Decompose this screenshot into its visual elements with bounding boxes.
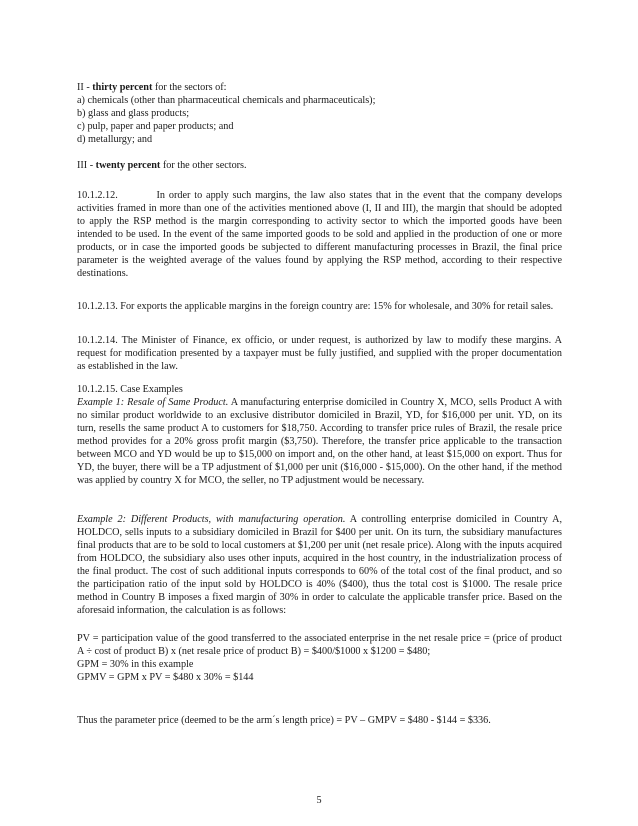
item-ii: II - thirty percent for the sectors of:: [77, 82, 227, 93]
formula-gpm: GPM = 30% in this example: [77, 659, 194, 670]
sectors-list: [77, 81, 562, 146]
section-heading: 10.1.2.15. Case Examples: [77, 384, 183, 395]
formula-pv: PV = participation value of the good transferred to the associated enterprise in the net resale price = (price of product A ÷ cost of product B) x (net resale price of product B) = $400/$1000 x $1200 = $480;: [77, 633, 562, 657]
list-item: a) chemicals (other than pharmaceutical chemicals and pharmaceuticals);: [77, 95, 376, 106]
page-number: 5: [316, 795, 322, 806]
list-item: d) metallurgy; and: [77, 134, 153, 145]
paragraph-10-1-2-14: 10.1.2.14. The Minister of Finance, ex officio, or under request, is authorized by law to modify these margins. A request for modification presented by a taxpayer must be fully justified, and supplied with the proper documentation as established in the law.: [77, 335, 562, 372]
case-examples-section: [77, 383, 562, 487]
item-ii-bold: thirty percent: [92, 82, 153, 93]
conclusion: Thus the parameter price (deemed to be the arm´s length price) = PV – GMPV = $480 - $144 = $336.: [77, 715, 491, 726]
example-2: Example 2: Different Products, with manufacturing operation. A controlling enterprise domiciled in Country A, HOLDCO, sells inputs to a subsidiary domiciled in Brazil for $400 per unit. On its turn, the subsidiary manufactures final products that are to be sold to local customers at $1,200 per unit (net resale price). Along with the inputs acquired from HOLDCO, the subsidiary also uses other inputs, acquired in the host country, in the industrialization process of the final product. The cost of such additional inputs corresponds to 60% of the total cost of the final product, and so the participation ratio of the input sold by HOLDCO is 40% ($400), thus the total cost is $1000. The resale price method in Country B imposes a fixed margin of 30% in order to calculate the applicable transfer price. Based on the aforesaid information, the calculation is as follows:: [77, 514, 563, 616]
example-1-title: Example 1: Resale of Same Product.: [77, 397, 229, 408]
paragraph-10-1-2-13: 10.1.2.13. For exports the applicable margins in the foreign country are: 15% for wholesale, and 30% for retail sales.: [77, 301, 554, 312]
list-item: b) glass and glass products;: [77, 108, 190, 119]
formulas: [77, 632, 562, 684]
item-iii: III - twenty percent for the other sectors.: [77, 160, 247, 171]
example-1: Example 1: Resale of Same Product. A manufacturing enterprise domiciled in Country X, MCO, sells Product A with no similar product worldwide to an exclusive distributor domiciled in Brazil, YD, for $16,000 per unit. YD, on its turn, resells the same product A to customers for $18,750. According to transfer price rules of Brazil, the resale price method provides for a 20% gross profit margin ($3,750). Therefore, the transfer price applicable to the transaction between MCO and YD would be up to $15,000 on import and, on the other hand, at least $15,000 on export. Thus for YD, the buyer, there will be a TP adjustment of $1,000 per unit ($16,000 - $15,000). On the other hand, if the method was applied by country X for MCO, the seller, no TP adjustment would be necessary.: [77, 397, 562, 486]
paragraph-10-1-2-12: 10.1.2.12. In order to apply such margins, the law also states that in the event that the company develops activities framed in more than one of the activities mentioned above (I, II and III), the margin that should be adopted to apply the RSP method is the margin corresponding to activity sector to which the imported goods have been intended to be used. In the event of the same imported goods to be sold and applied in the production of one or more products, or in case the imported goods be subjected to different manufacturing processes in Brazil, the final price parameter is the weighted average of the values found by applying the RSP method, according to their respective destinations.: [77, 190, 565, 279]
item-iii-bold: twenty percent: [95, 160, 161, 171]
list-item: c) pulp, paper and paper products; and: [77, 121, 234, 132]
formula-gmpv: GPMV = GPM x PV = $480 x 30% = $144: [77, 672, 254, 683]
example-2-title: Example 2: Different Products, with manufacturing operation.: [77, 514, 346, 525]
